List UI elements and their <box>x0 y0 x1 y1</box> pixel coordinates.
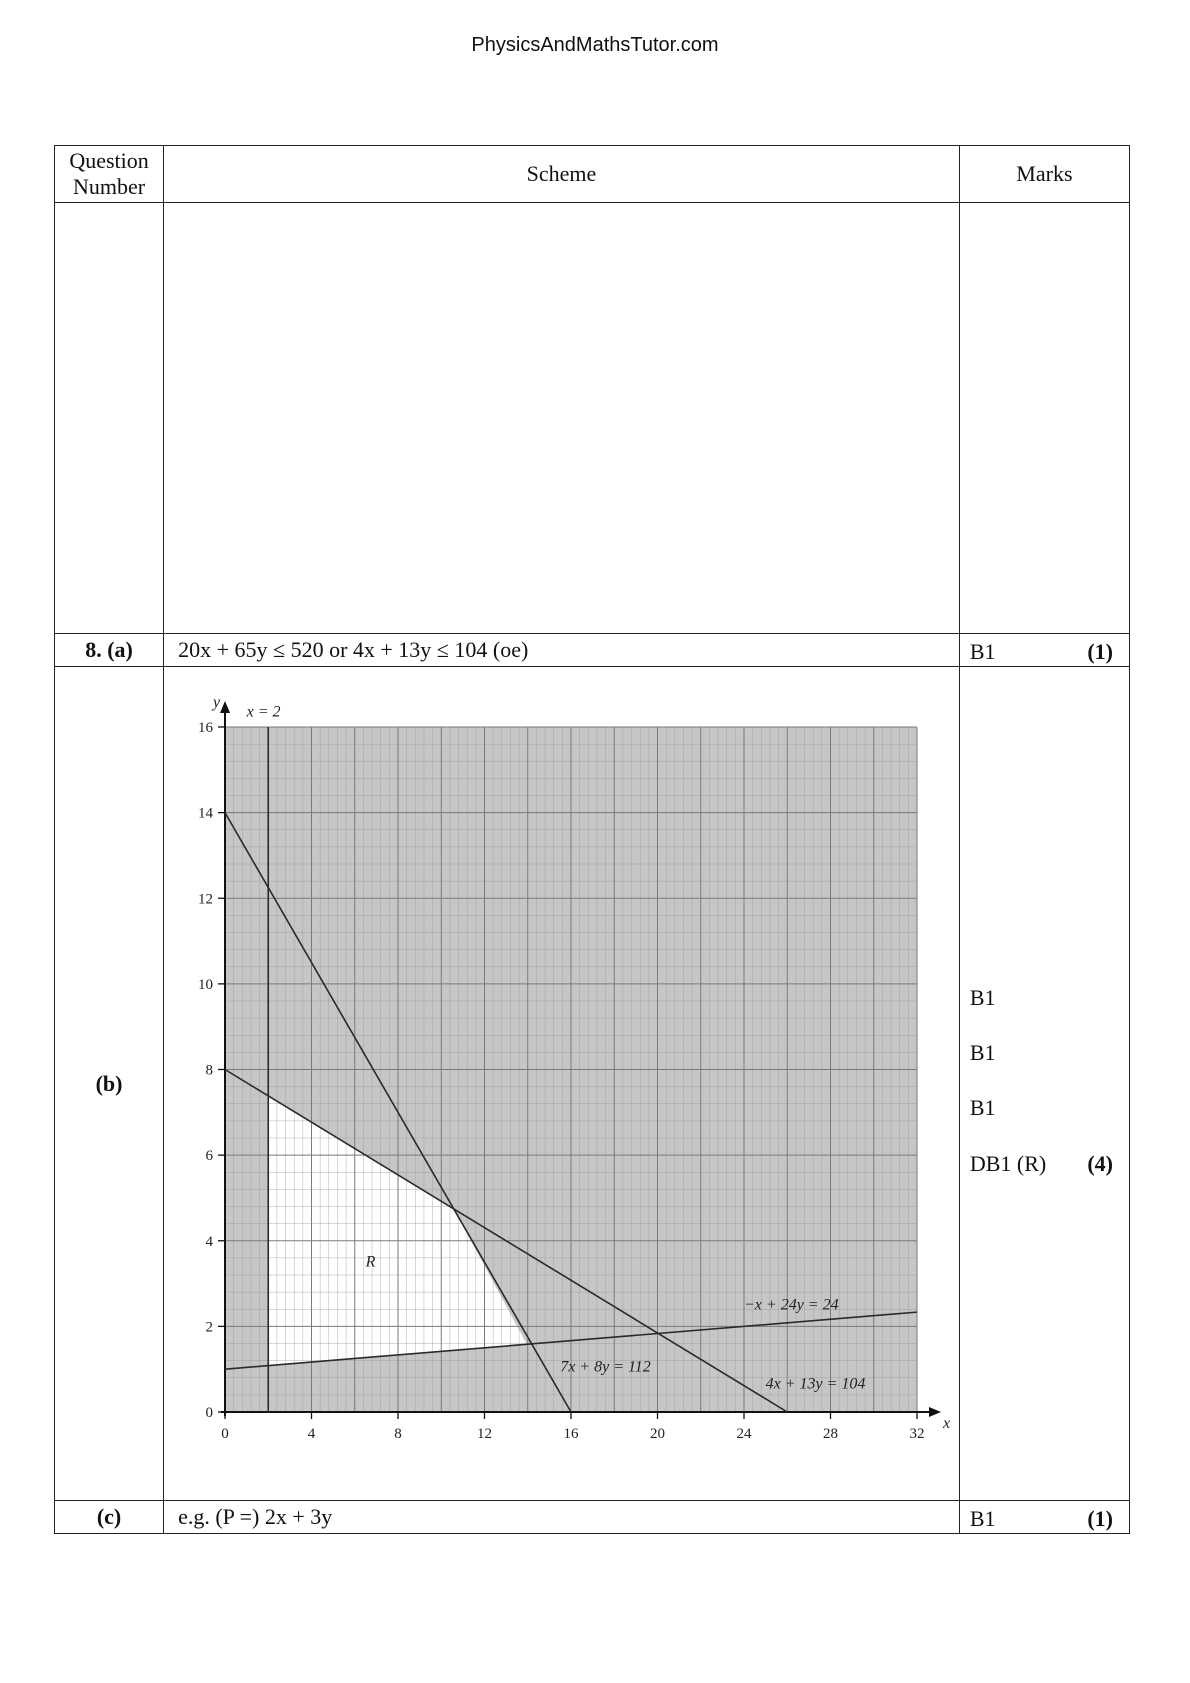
y-axis-arrow <box>220 701 230 713</box>
part-c-scheme: e.g. (P =) 2x + 3y <box>164 1501 960 1534</box>
x-tick-label: 0 <box>221 1426 229 1442</box>
x-tick-label: 8 <box>394 1426 402 1442</box>
x-tick-label: 16 <box>563 1426 579 1442</box>
y-tick-label: 0 <box>205 1405 214 1421</box>
y-tick-label: 12 <box>198 891 214 908</box>
y-tick-label: 16 <box>198 720 214 736</box>
constraint-label-2: 7x + 8y = 112 <box>560 1358 651 1376</box>
y-axis-label: y <box>213 694 221 711</box>
y-tick-label: 2 <box>205 1319 214 1336</box>
part-a-total: (1) <box>1087 639 1113 664</box>
x-tick-label: 28 <box>823 1426 839 1442</box>
constraint-label-3: 4x + 13y = 104 <box>765 1375 866 1393</box>
x-tick-label: 20 <box>650 1426 666 1442</box>
part-b-number: (b) <box>55 667 164 1501</box>
part-b-marks <box>959 667 1129 1501</box>
question-number-header: Question Number <box>55 146 164 203</box>
part-a-number: 8. (a) <box>55 634 164 667</box>
part-b-graph-cell <box>164 667 960 1501</box>
constraint-label-1: x = 2 <box>246 703 281 721</box>
part-a-row <box>55 634 1130 667</box>
part-c-mark: B1 <box>969 1506 996 1531</box>
part-a-marks <box>959 634 1129 667</box>
x-axis-label: x <box>943 1415 951 1432</box>
part-b-mark-2: B1 <box>969 1040 996 1065</box>
part-a-mark: B1 <box>969 639 996 664</box>
part-b-mark-1: B1 <box>969 985 996 1010</box>
x-tick-label: 12 <box>477 1426 493 1442</box>
part-c-total: (1) <box>1087 1506 1113 1531</box>
region-label: R <box>365 1253 376 1271</box>
y-tick-label: 6 <box>205 1148 214 1165</box>
part-c-number: (c) <box>55 1501 164 1534</box>
x-tick-label: 24 <box>736 1426 752 1442</box>
part-b-total: (4) <box>1087 1151 1113 1176</box>
blank-row <box>55 203 1130 634</box>
part-c-row <box>55 1501 1130 1534</box>
y-tick-label: 14 <box>198 805 214 822</box>
y-tick-label: 4 <box>205 1233 214 1250</box>
part-b-mark-3: B1 <box>969 1095 996 1120</box>
x-tick-label: 32 <box>909 1426 925 1442</box>
y-tick-label: 8 <box>205 1062 214 1079</box>
marks-header: Marks <box>959 146 1129 203</box>
table-header-row <box>55 146 1130 203</box>
part-b-row <box>55 667 1130 1501</box>
site-header: PhysicsAndMathsTutor.com <box>471 34 719 56</box>
linear-programming-graph <box>164 667 959 1500</box>
scheme-header: Scheme <box>164 146 960 203</box>
part-b-mark-4: DB1 (R) <box>969 1151 1047 1176</box>
part-c-marks <box>959 1501 1129 1534</box>
constraint-label-4: −x + 24y = 24 <box>744 1296 839 1314</box>
y-tick-label: 10 <box>198 976 214 993</box>
x-tick-label: 4 <box>307 1426 316 1442</box>
part-a-scheme: 20x + 65y ≤ 520 or 4x + 13y ≤ 104 (oe) <box>164 634 960 667</box>
mark-scheme-table <box>54 145 1130 1534</box>
x-axis-arrow <box>929 1407 941 1417</box>
